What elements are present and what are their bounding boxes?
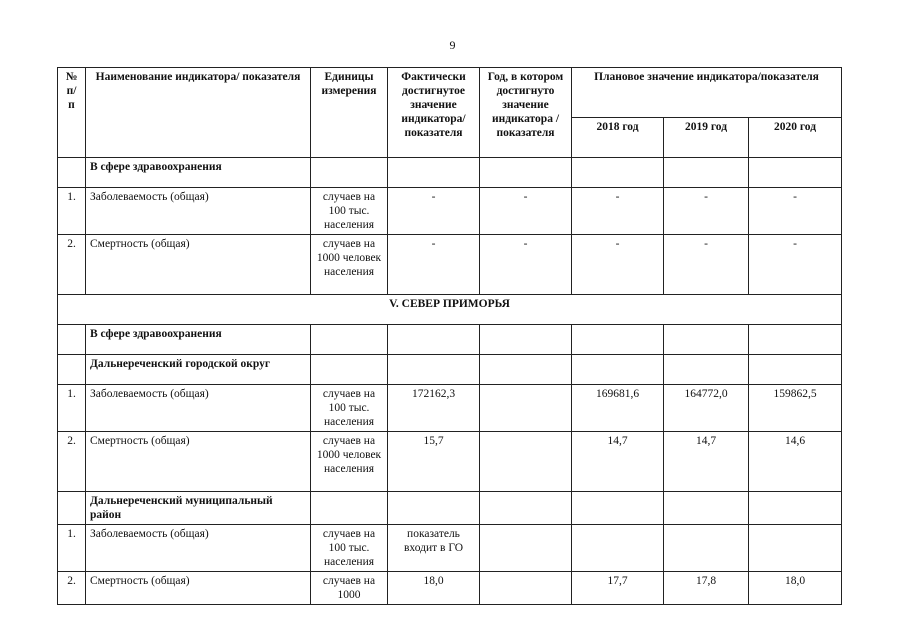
table-row [58,325,842,355]
header-num: № п/ п [58,68,86,158]
section-title: V. СЕВЕР ПРИМОРЬЯ [58,295,842,325]
header-plan: Плановое значение индикатора/показателя [572,68,842,118]
table-row [58,492,842,525]
table-row: 2. Смертность (общая) случаев на 1000 человек населения - - - - - [58,235,842,295]
district-label: Дальнереченский городской округ [86,355,311,385]
header-2018: 2018 год [572,118,664,158]
header-year: Год, в котором достигнуто значение индикатора /показателя [480,68,572,158]
page-number: 9 [449,38,456,52]
header-unit: Единицы измерения [311,68,388,158]
table-row: 1. Заболеваемость (общая) случаев на 100 тыс. населения - - - - - [58,188,842,235]
header-2020: 2020 год [749,118,842,158]
section-row [58,295,842,325]
sphere-label: В сфере здравоохранения [86,325,311,355]
table-row: 1. Заболеваемость (общая) случаев на 100 тыс. населения показатель входит в ГО [58,525,842,572]
header-name: Наименование индикатора/ показателя [86,68,311,158]
header-2019: 2019 год [664,118,749,158]
table-row: 2. Смертность (общая) случаев на 1000 18,0 17,7 17,8 18,0 [58,572,842,605]
district-label: Дальнереченский муниципальный район [86,492,311,525]
table-row [58,355,842,385]
header-actual: Фактически достигнутое значение индикатора/ показателя [388,68,480,158]
sphere-label: В сфере здравоохранения [86,158,311,188]
table-row: 2. Смертность (общая) случаев на 1000 человек населения 15,7 14,7 14,7 14,6 [58,432,842,492]
indicators-table [57,67,842,605]
table-row [58,158,842,188]
table-row: 1. Заболеваемость (общая) случаев на 100 тыс. населения 172162,3 169681,6 164772,0 159862,5 [58,385,842,432]
